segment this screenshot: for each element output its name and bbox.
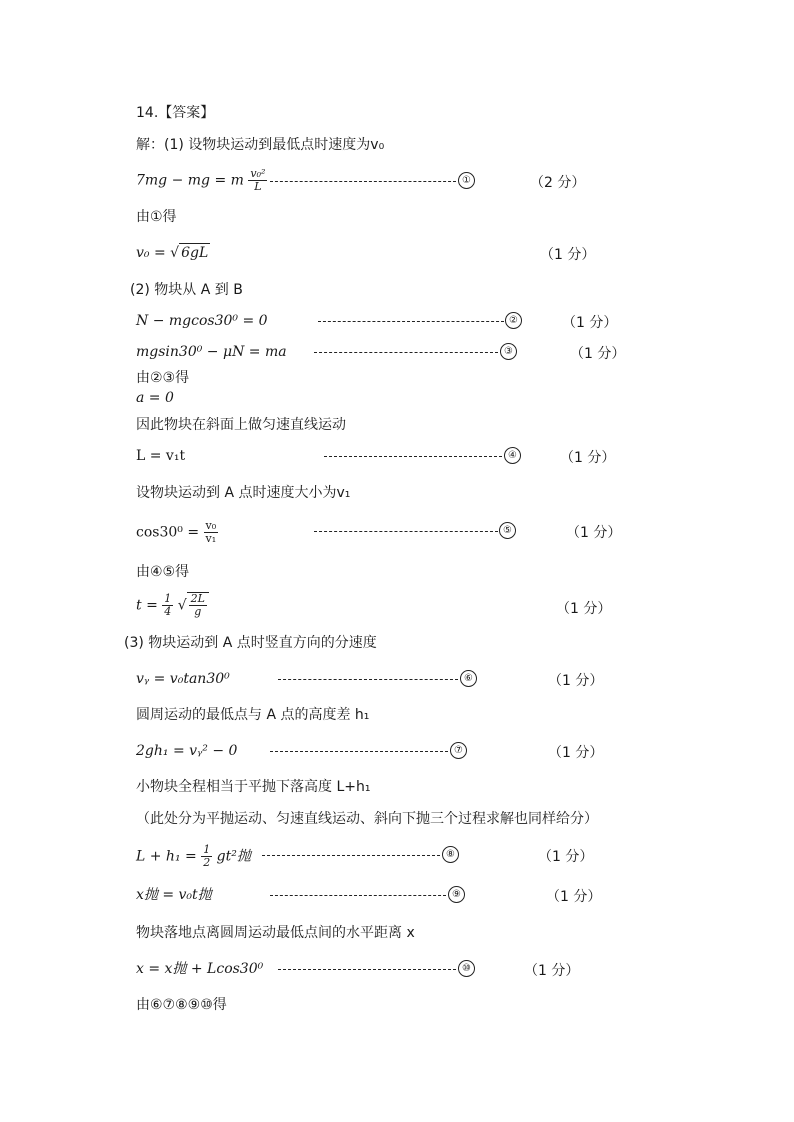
marker-1: ① <box>458 172 475 189</box>
equation-time: t = $\frac{1}{4}$ √ $\frac{2L}{g}$ <box>136 592 209 618</box>
radicand: 6gL <box>181 245 209 261</box>
marker-8: ⑧ <box>442 846 459 863</box>
equation-1 <box>136 168 267 193</box>
equation-9: x抛 = v₀t抛 <box>136 887 212 903</box>
solution-part2-intro: (2) 物块从 A 到 B <box>130 282 243 298</box>
equation-10: x = x抛 + Lcos30⁰ <box>136 961 264 977</box>
dashed-leader-2 <box>318 321 504 322</box>
uniform-motion-note: 因此物块在斜面上做匀速直线运动 <box>136 417 346 433</box>
score-11: （1 分） <box>546 889 602 905</box>
dashed-leader-6 <box>278 679 458 680</box>
score-7: （1 分） <box>556 601 612 617</box>
velocity-at-a-note: 设物块运动到 A 点时速度大小为v₁ <box>136 485 351 501</box>
marker-3: ③ <box>500 343 517 360</box>
equation-7: 2gh₁ = vᵧ² − 0 <box>136 743 238 759</box>
height-difference-note: 圆周运动的最低点与 A 点的高度差 h₁ <box>136 707 370 723</box>
equation-v0-lhs: v₀ = <box>136 245 166 261</box>
fraction-denominator: v₁ <box>205 532 217 545</box>
equation-8-rhs: gt²抛 <box>216 848 251 865</box>
derive-from-1: 由①得 <box>136 209 177 225</box>
solution-part1-intro: 解：(1) 设物块运动到最低点时速度为v₀ <box>136 137 385 153</box>
dashed-leader-9 <box>270 895 446 896</box>
fraction-numerator: v₀² <box>250 167 266 180</box>
equation-5-lhs: cos30⁰ = <box>136 524 200 541</box>
equation-time-radical <box>187 592 209 618</box>
equation-3: mgsin30⁰ − μN = ma <box>136 344 287 360</box>
derive-from-2-3: 由②③得 <box>136 370 190 386</box>
score-3: （1 分） <box>562 315 618 331</box>
derive-from-4-5: 由④⑤得 <box>136 564 190 580</box>
equation-time-coeff <box>162 593 173 618</box>
equation-1-fraction <box>248 168 267 193</box>
marker-4: ④ <box>504 447 521 464</box>
dashed-leader-3 <box>314 352 498 353</box>
dashed-leader-5 <box>314 531 498 532</box>
marker-2: ② <box>505 312 522 329</box>
equation-6: vᵧ = v₀tan30⁰ <box>136 671 230 687</box>
marker-7: ⑦ <box>450 742 467 759</box>
score-4: （1 分） <box>570 346 626 362</box>
fraction-numerator: 2L <box>190 592 205 605</box>
dashed-leader-8 <box>262 855 440 856</box>
equation-8-lhs: L + h₁ = <box>136 848 197 865</box>
dashed-leader-1 <box>270 181 456 182</box>
score-5: （1 分） <box>560 450 616 466</box>
equation-1-lhs: 7mg − mg = m <box>136 172 244 189</box>
solution-part3-intro: (3) 物块运动到 A 点时竖直方向的分速度 <box>124 635 377 651</box>
score-6: （1 分） <box>566 525 622 541</box>
equation-8-fraction <box>201 844 212 869</box>
dashed-leader-4 <box>324 456 502 457</box>
equation-8 <box>136 844 251 869</box>
equation-time-lhs: t = <box>136 597 158 614</box>
score-12: （1 分） <box>524 963 580 979</box>
derive-from-6-10: 由⑥⑦⑧⑨⑩得 <box>136 997 227 1013</box>
marker-9: ⑨ <box>448 886 465 903</box>
marker-6: ⑥ <box>460 670 477 687</box>
score-2: （1 分） <box>540 247 596 263</box>
fraction-numerator: v₀ <box>205 519 217 532</box>
score-1: （2 分） <box>530 175 586 191</box>
score-10: （1 分） <box>538 849 594 865</box>
equation-4: L = v₁t <box>136 448 186 464</box>
score-9: （1 分） <box>548 745 604 761</box>
projectile-height-note: 小物块全程相当于平抛下落高度 L+h₁ <box>136 779 371 795</box>
acceleration-result: a = 0 <box>136 390 174 406</box>
fraction-denominator: L <box>254 180 262 193</box>
answer-header: 14.【答案】 <box>136 105 215 121</box>
fraction-numerator: 1 <box>203 843 211 856</box>
fraction-denominator: g <box>194 605 202 618</box>
alternative-method-note: （此处分为平抛运动、匀速直线运动、斜向下抛三个过程求解也同样给分） <box>136 811 598 827</box>
fraction-numerator: 1 <box>164 592 172 605</box>
equation-2: N − mgcos30⁰ = 0 <box>136 313 268 329</box>
marker-10: ⑩ <box>458 960 475 977</box>
fraction-denominator: 4 <box>164 605 172 618</box>
dashed-leader-10 <box>278 969 456 970</box>
equation-5 <box>136 520 218 545</box>
dashed-leader-7 <box>270 751 448 752</box>
marker-5: ⑤ <box>499 522 516 539</box>
equation-5-fraction <box>204 520 219 545</box>
horizontal-distance-note: 物块落地点离圆周运动最低点间的水平距离 x <box>136 925 415 941</box>
fraction-denominator: 2 <box>203 856 211 869</box>
equation-v0: v₀ = √ 6gL <box>136 245 209 261</box>
score-8: （1 分） <box>548 673 604 689</box>
